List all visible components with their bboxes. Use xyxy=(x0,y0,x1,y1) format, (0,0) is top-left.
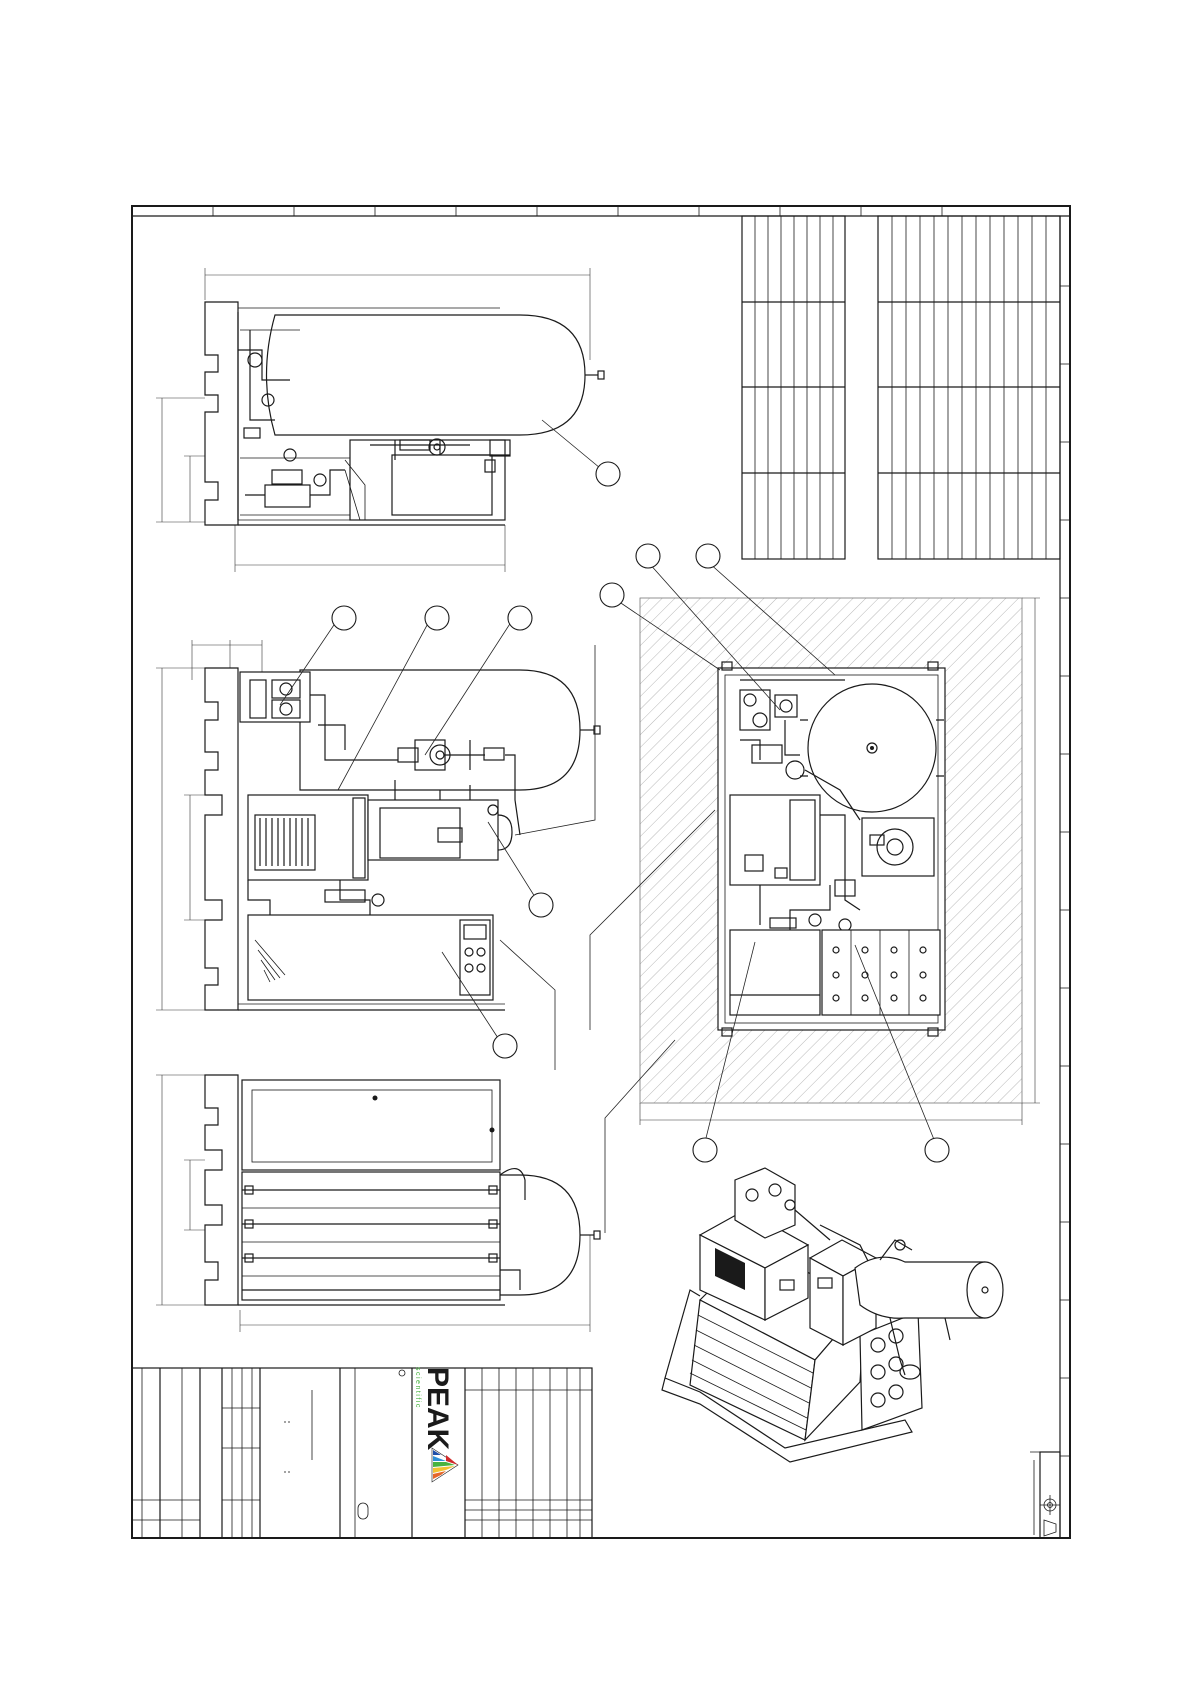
callout-balloon xyxy=(529,893,553,917)
svg-text:scientific: scientific xyxy=(414,1367,421,1409)
callout-balloon xyxy=(696,544,720,568)
callout-balloon xyxy=(600,583,624,607)
projection-symbol xyxy=(1030,1452,1060,1538)
peak-logo xyxy=(414,1367,454,1451)
callout-balloon xyxy=(493,1034,517,1058)
isometric-view xyxy=(662,1168,1003,1462)
revision-table-right xyxy=(878,216,1060,559)
callout-balloon xyxy=(508,606,532,630)
peak-logo-mark xyxy=(432,1448,458,1482)
callout-balloon xyxy=(425,606,449,630)
brand-name: PEAK xyxy=(421,1367,454,1451)
title-block xyxy=(132,1368,592,1538)
callout-balloon xyxy=(332,606,356,630)
side-elevation-middle xyxy=(156,640,600,1010)
callout-balloon xyxy=(693,1138,717,1162)
callout-balloon xyxy=(925,1138,949,1162)
side-elevation-top xyxy=(156,268,604,572)
revision-table-left xyxy=(742,216,845,559)
side-elevation-bottom xyxy=(156,1075,600,1332)
plan-view-footprint xyxy=(640,598,1040,1125)
callout-balloon xyxy=(636,544,660,568)
callout-balloon xyxy=(596,462,620,486)
